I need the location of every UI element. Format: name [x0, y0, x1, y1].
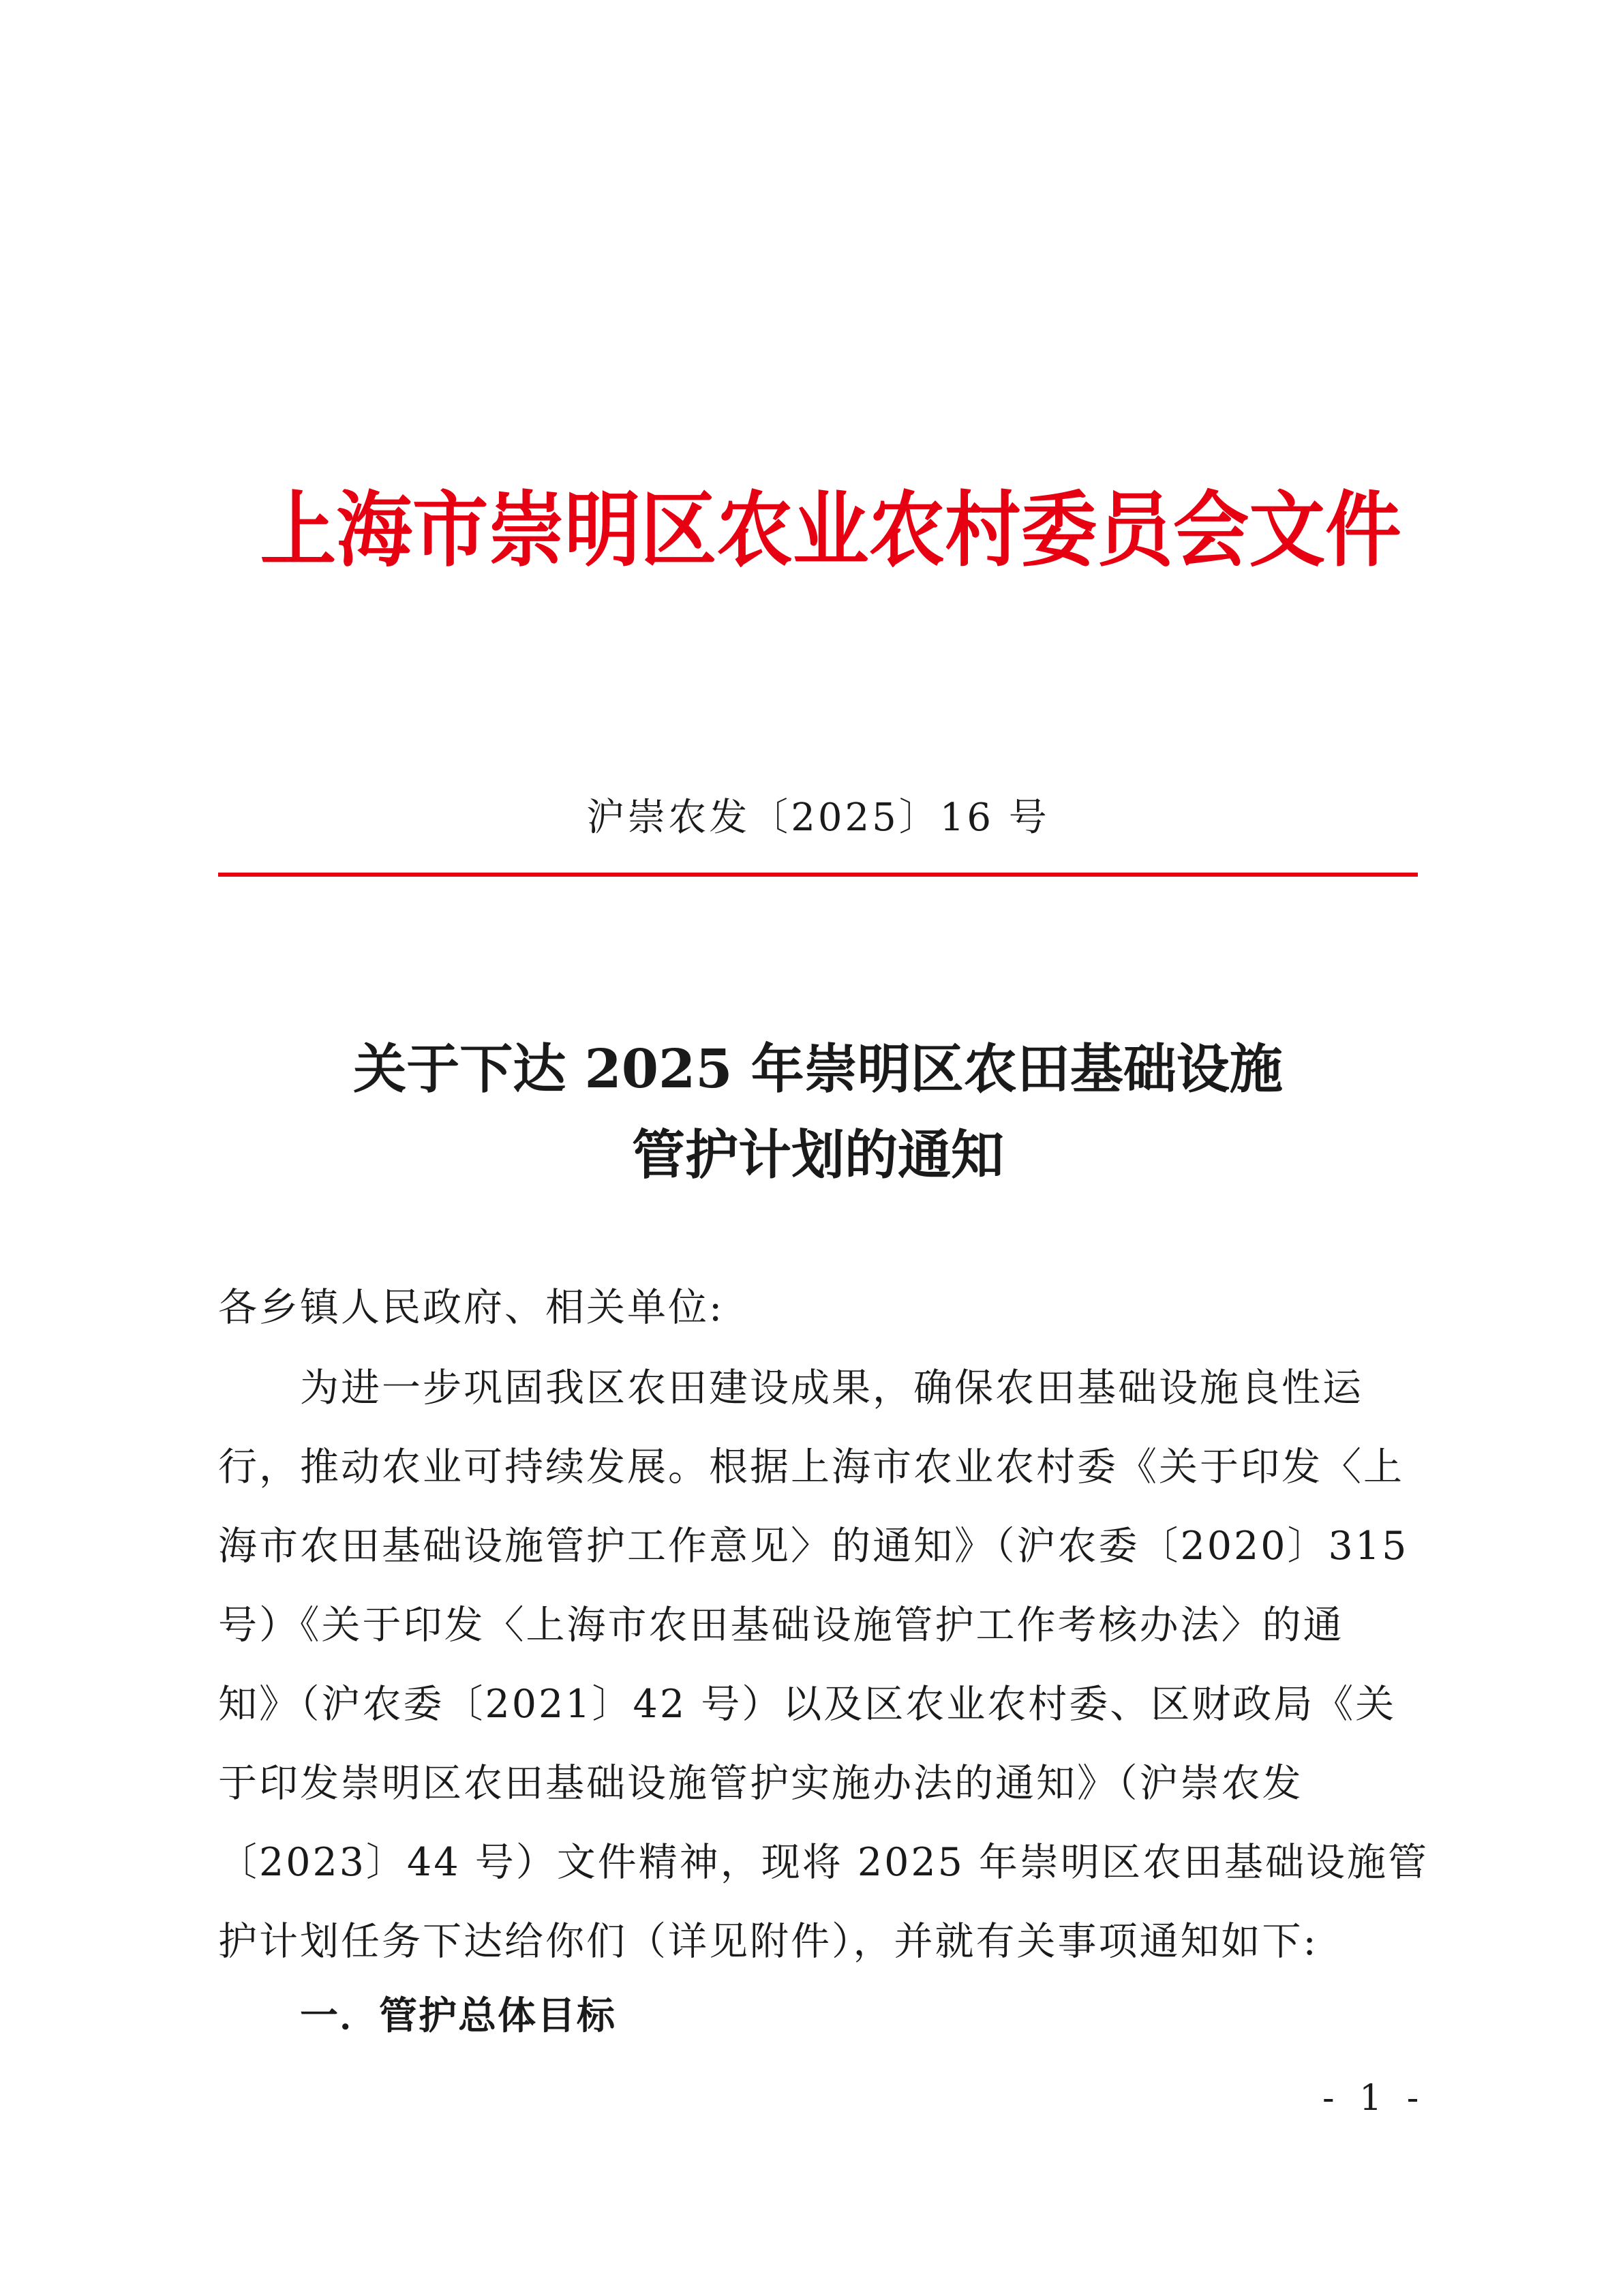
- paragraph-line: 于印发崇明区农田基础设施管护实施办法的通知》（沪崇农发: [218, 1761, 1303, 1806]
- page-number: - 1 -: [1322, 2078, 1426, 2119]
- red-divider: [218, 873, 1418, 877]
- document-number: 沪崇农发〔2025〕16 号: [586, 796, 1050, 840]
- paragraph-line: 为进一步巩固我区农田建设成果，确保农田基础设施良性运: [218, 1365, 1363, 1410]
- paragraph-line: 号）《关于印发〈上海市农田基础设施管护工作考核办法〉的通: [218, 1603, 1344, 1648]
- section-heading: 一．管护总体目标: [300, 1994, 616, 2038]
- paragraph-line: 〔2023〕44 号）文件精神，现将 2025 年崇明区农田基础设施管: [218, 1840, 1429, 1885]
- paragraph-line: 海市农田基础设施管护工作意见〉的通知》（沪农委〔2020〕315: [218, 1524, 1409, 1569]
- paragraph-line: 知》（沪农委〔2021〕42 号）以及区农业农村委、区财政局《关: [218, 1682, 1397, 1727]
- paragraph-line: 护计划任务下达给你们（详见附件），并就有关事项通知如下:: [218, 1919, 1318, 1964]
- notice-title-line-1: 关于下达 2025 年崇明区农田基础设施: [353, 1038, 1283, 1100]
- paragraph-line: 行，推动农业可持续发展。根据上海市农业农村委《关于印发〈上: [218, 1445, 1404, 1490]
- salutation: 各乡镇人民政府、相关单位:: [218, 1285, 725, 1330]
- masthead-title: 上海市崇明区农业农村委员会文件: [260, 482, 1401, 578]
- notice-title-line-2: 管护计划的通知: [631, 1124, 1004, 1186]
